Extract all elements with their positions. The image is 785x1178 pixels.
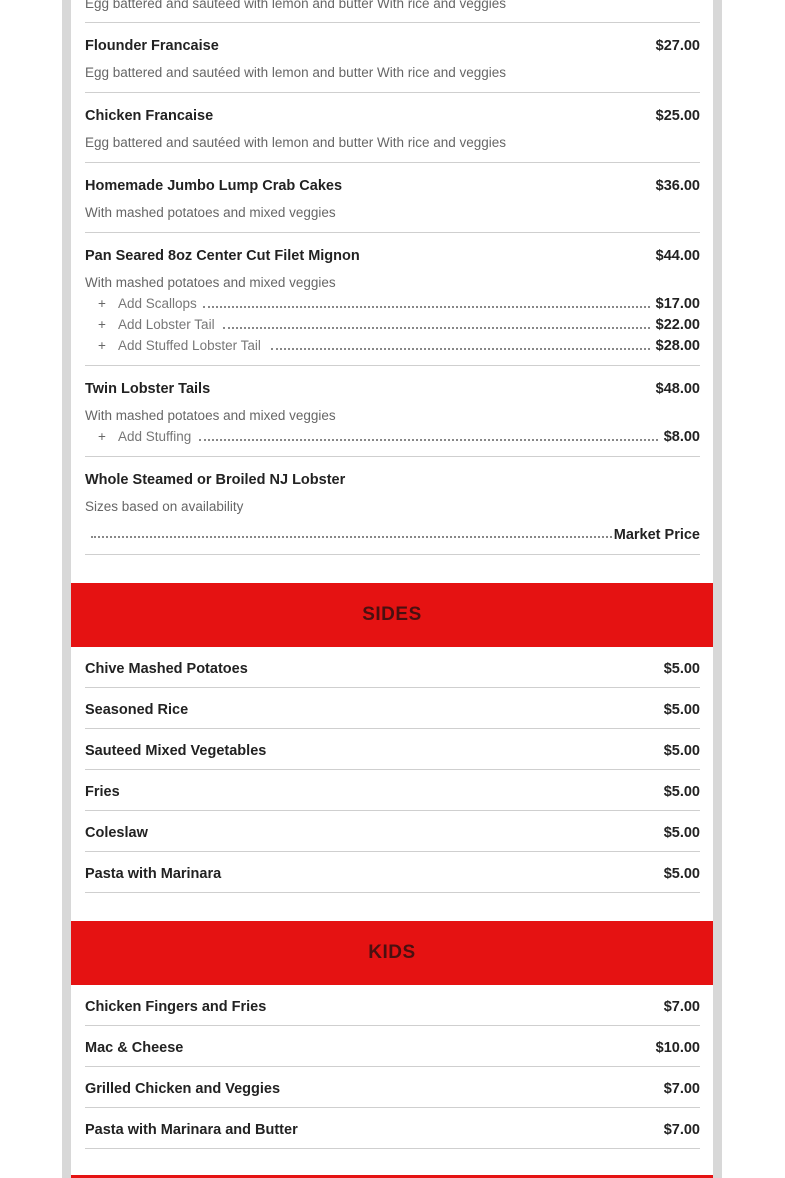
item-name: Chicken Francaise: [85, 108, 214, 124]
sides-section-header: [71, 583, 713, 647]
item-description: Egg battered and sautéed with lemon and butter With rice and veggies: [85, 65, 507, 80]
menu-item: [85, 93, 700, 163]
kids-section-header: [71, 921, 713, 985]
item-price: $7.00: [663, 1081, 700, 1097]
item-name: Pasta with Marinara and Butter: [85, 1122, 298, 1138]
item-name: Pasta with Marinara: [85, 866, 222, 882]
menu-item: [85, 729, 700, 770]
item-description: Sizes based on availability: [85, 499, 244, 514]
item-price: $5.00: [663, 825, 700, 841]
item-price: $5.00: [663, 866, 700, 882]
addon-label: Add Stuffed Lobster Tail: [118, 336, 264, 356]
item-name: Homemade Jumbo Lump Crab Cakes: [85, 178, 343, 194]
menu-item: [85, 233, 700, 366]
menu-item: [85, 163, 700, 233]
item-name: Mac & Cheese: [85, 1040, 184, 1056]
plus-icon: +: [98, 429, 106, 444]
market-price: Market Price: [613, 527, 700, 543]
item-price: $7.00: [663, 1122, 700, 1138]
addon-label: Add Stuffing: [118, 427, 194, 447]
item-price: $7.00: [663, 999, 700, 1015]
left-frame-edge: [62, 0, 71, 1178]
dot-leader: [223, 327, 650, 329]
menu-item: [85, 366, 700, 457]
item-price: $5.00: [663, 743, 700, 759]
item-name: Grilled Chicken and Veggies: [85, 1081, 281, 1097]
menu-item: [85, 1108, 700, 1149]
plus-icon: +: [98, 317, 106, 332]
item-name: Coleslaw: [85, 825, 148, 841]
addon-price: $17.00: [655, 296, 700, 312]
addon-row: [85, 294, 700, 314]
menu-item-partial: [85, 0, 700, 23]
addon-row: [85, 315, 700, 335]
dot-leader: [203, 306, 650, 308]
addon-label: Add Lobster Tail: [118, 315, 218, 335]
dot-leader: [199, 439, 658, 441]
item-description: With mashed potatoes and mixed veggies: [85, 408, 336, 423]
item-name: Chicken Fingers and Fries: [85, 999, 267, 1015]
menu-item: [85, 1026, 700, 1067]
item-price: $5.00: [663, 702, 700, 718]
right-frame-edge: [713, 0, 722, 1178]
item-description: Egg battered and sautéed with lemon and butter With rice and veggies: [85, 135, 507, 150]
section-title: KIDS: [368, 942, 416, 963]
item-description: With mashed potatoes and mixed veggies: [85, 275, 336, 290]
item-price: $27.00: [655, 38, 700, 54]
menu-item: [85, 811, 700, 852]
item-description: With mashed potatoes and mixed veggies: [85, 205, 336, 220]
item-price: $5.00: [663, 661, 700, 677]
section-title: SIDES: [362, 604, 422, 625]
menu-item: [85, 688, 700, 729]
addon-label: Add Scallops: [118, 294, 200, 314]
item-description: Egg battered and sautéed with lemon and butter With rice and veggies: [85, 0, 507, 11]
addon-price: $28.00: [655, 338, 700, 354]
addon-row: [85, 427, 700, 447]
addon-price: $8.00: [663, 429, 700, 445]
item-name: Whole Steamed or Broiled NJ Lobster: [85, 472, 346, 488]
addon-row: [85, 336, 700, 356]
item-price: $10.00: [655, 1040, 700, 1056]
item-price: $25.00: [655, 108, 700, 124]
plus-icon: +: [98, 338, 106, 353]
item-price: $48.00: [655, 381, 700, 397]
item-name: Pan Seared 8oz Center Cut Filet Mignon: [85, 248, 360, 264]
item-price: $36.00: [655, 178, 700, 194]
menu-item: [85, 1067, 700, 1108]
market-price-row: [85, 525, 700, 545]
menu-item: [85, 23, 700, 93]
dot-leader: [271, 348, 650, 350]
menu-item: [85, 770, 700, 811]
menu-item: [85, 852, 700, 893]
menu-item: [85, 457, 700, 555]
item-name: Twin Lobster Tails: [85, 381, 211, 397]
item-name: Seasoned Rice: [85, 702, 189, 718]
plus-icon: +: [98, 296, 106, 311]
item-name: Sauteed Mixed Vegetables: [85, 743, 267, 759]
addon-price: $22.00: [655, 317, 700, 333]
item-name: Chive Mashed Potatoes: [85, 661, 248, 677]
menu-item: [85, 647, 700, 688]
item-price: $44.00: [655, 248, 700, 264]
dot-leader: [91, 536, 612, 538]
menu-item: [85, 985, 700, 1026]
item-name: Flounder Francaise: [85, 38, 219, 54]
item-price: $5.00: [663, 784, 700, 800]
item-name: Fries: [85, 784, 120, 800]
